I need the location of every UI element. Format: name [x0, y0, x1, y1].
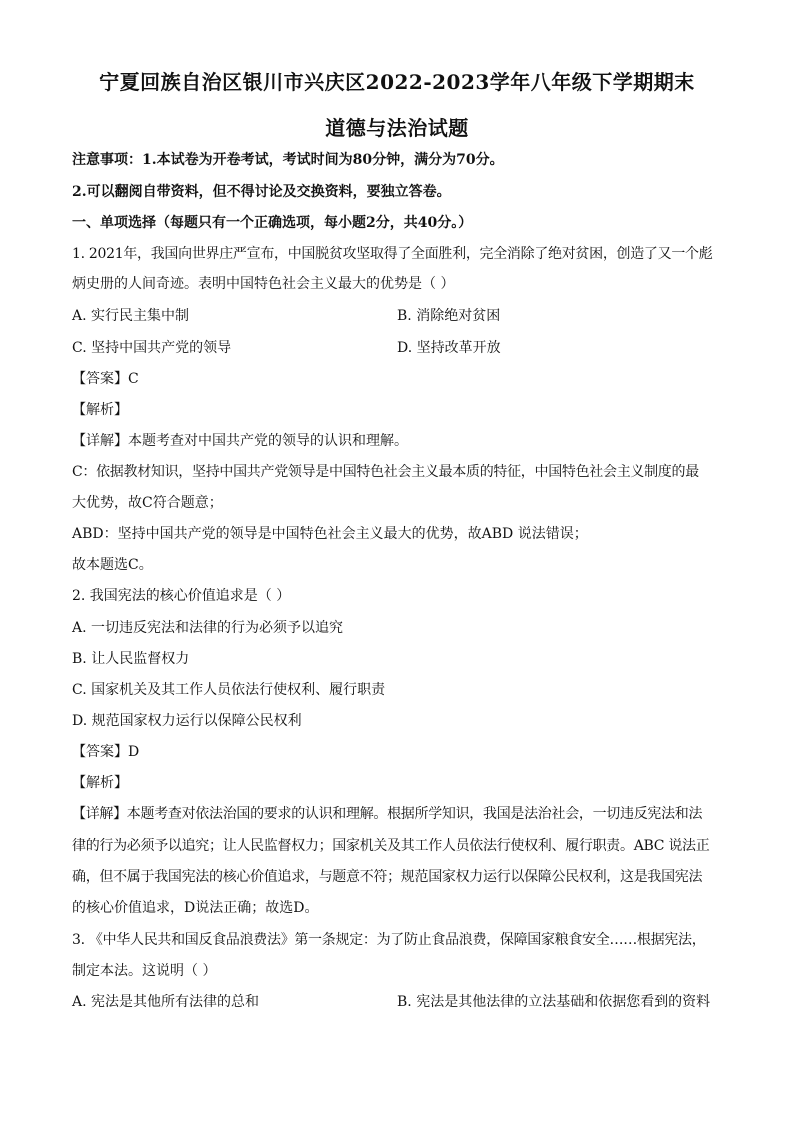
q1-explain-abd: ABD：坚持中国共产党的领导是中国特色社会主义最大的优势，故ABD 说法错误； — [72, 526, 588, 542]
notes-line1: 注意事项：1.本试卷为开卷考试，考试时间为80分钟，满分为70分。 — [72, 152, 504, 168]
q1-explain-c-line2: 大优势，故C符合题意； — [72, 495, 223, 511]
q2-option-c: C. 国家机关及其工作人员依法行使权利、履行职责 — [72, 682, 386, 698]
q2-detail-line3: 确，但不属于我国宪法的核心价值追求，与题意不符；规范国家权力运行以保障公民权利，这是我国宪法 — [72, 869, 703, 885]
q2-detail-line4: 的核心价值追求，D说法正确；故选D。 — [72, 900, 319, 916]
q1-option-a: A. 实行民主集中制 — [72, 308, 190, 324]
q2-analysis-label: 【解析】 — [72, 775, 128, 791]
q2-answer: 【答案】D — [72, 744, 140, 760]
q1-conclusion: 故本题选C。 — [72, 557, 153, 573]
q2-stem: 2. 我国宪法的核心价值追求是（ ） — [72, 588, 291, 604]
exam-title-line1: 宁夏回族自治区银川市兴庆区2022-2023学年八年级下学期期末 — [99, 70, 695, 94]
q2-detail-line2: 律的行为必须予以追究；让人民监督权力；国家机关及其工作人员依法行使权利、履行职责。ABC 说法正 — [72, 838, 710, 854]
exam-title-line2: 道德与法治试题 — [325, 116, 469, 140]
q3-stem-line2: 制定本法。这说明（ ） — [72, 963, 217, 979]
q2-option-d: D. 规范国家权力运行以保障公民权利 — [72, 713, 302, 729]
q1-stem-line2: 炳史册的人间奇迹。表明中国特色社会主义最大的优势是（ ） — [72, 276, 455, 292]
q3-option-a: A. 宪法是其他所有法律的总和 — [72, 994, 260, 1010]
q1-option-d: D. 坚持改革开放 — [397, 340, 501, 356]
notes-line2: 2.可以翻阅自带资料，但不得讨论及交换资料，要独立答卷。 — [72, 184, 451, 200]
q2-option-a: A. 一切违反宪法和法律的行为必须予以追究 — [72, 620, 344, 636]
q2-option-b: B. 让人民监督权力 — [72, 651, 190, 667]
q1-detail: 【详解】本题考查对中国共产党的领导的认识和理解。 — [72, 433, 408, 449]
q2-detail-line1: 【详解】本题考查对依法治国的要求的认识和理解。根据所学知识，我国是法治社会，一切违反宪法和法 — [72, 806, 703, 822]
q1-answer: 【答案】C — [72, 371, 139, 387]
q1-option-b: B. 消除绝对贫困 — [397, 308, 501, 324]
q3-option-b: B. 宪法是其他法律的立法基础和依据您看到的资料 — [397, 994, 711, 1010]
q1-explain-c-line1: C：依据教材知识，坚持中国共产党领导是中国特色社会主义最本质的特征，中国特色社会主义制度的最 — [72, 464, 699, 480]
q1-option-c: C. 坚持中国共产党的领导 — [72, 340, 232, 356]
section-heading: 一、单项选择（每题只有一个正确选项，每小题2分，共40分。） — [72, 215, 473, 231]
q1-stem-line1: 1. 2021年，我国向世界庄严宣布，中国脱贫攻坚取得了全面胜利，完全消除了绝对贫困，创造了又一个彪 — [72, 246, 713, 262]
q1-analysis-label: 【解析】 — [72, 402, 128, 418]
q3-stem-line1: 3. 《中华人民共和国反食品浪费法》第一条规定：为了防止食品浪费，保障国家粮食安全……根据宪法， — [72, 932, 706, 948]
